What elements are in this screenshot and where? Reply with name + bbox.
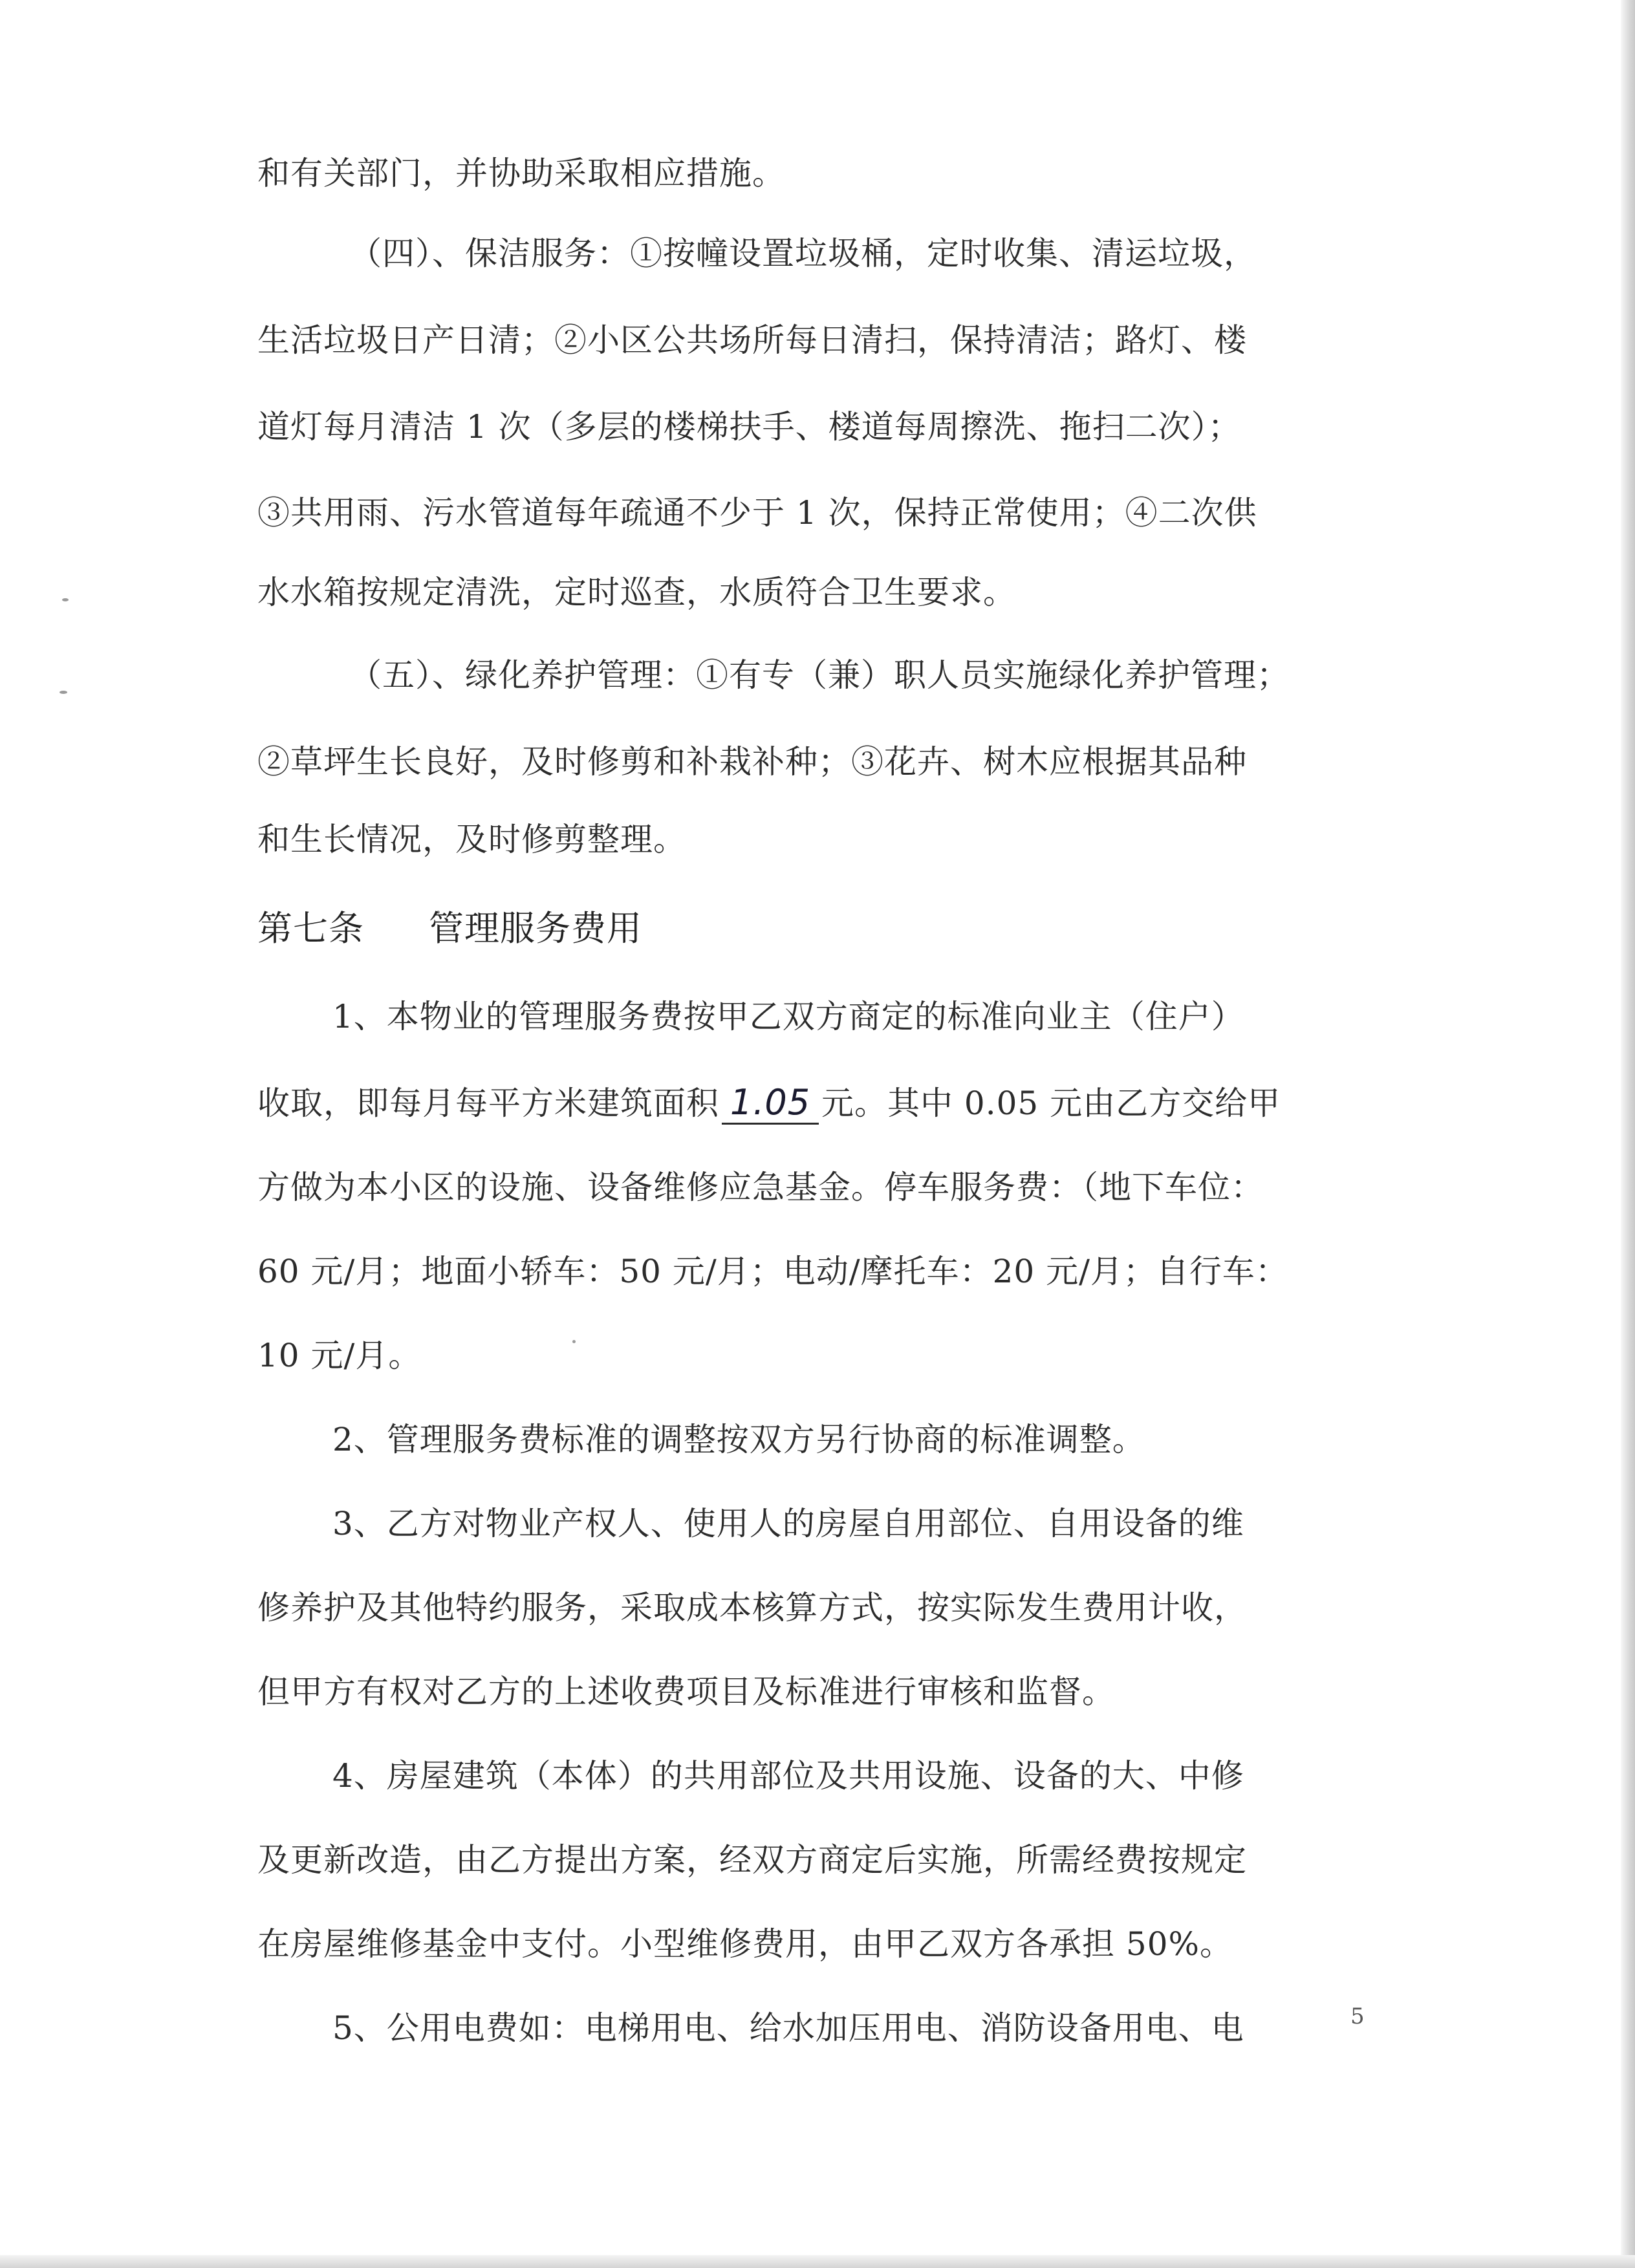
body-line-16: 修养护及其他特约服务，采取成本核算方式，按实际发生费用计收， — [257, 1589, 1247, 1626]
body-line-20: 在房屋维修基金中支付。小型维修费用，由甲乙双方各承担 50%。 — [257, 1925, 1233, 1963]
body-line-15: 3、乙方对物业产权人、使用人的房屋自用部位、自用设备的维 — [332, 1505, 1244, 1542]
scan-edge-right — [1621, 0, 1635, 2268]
body-line-13: 10 元/月。 — [257, 1337, 422, 1374]
page-number: 5 — [1350, 2003, 1365, 2029]
fee-line-after: 元。其中 0.05 元由乙方交给甲 — [821, 1085, 1281, 1122]
body-line-4: 道灯每月清洁 1 次（多层的楼梯扶手、楼道每周擦洗、拖扫二次）； — [257, 408, 1241, 446]
body-line-7: （五）、绿化养护管理：①有专（兼）职人员实施绿化养护管理； — [349, 656, 1290, 694]
scan-edge-bottom — [0, 2255, 1635, 2268]
article-title: 管理服务费用 — [429, 908, 642, 949]
fee-line — [257, 1077, 1370, 1129]
fee-line-before: 收取，即每月每平方米建筑面积 — [257, 1085, 719, 1122]
scan-speck — [62, 598, 69, 601]
body-line-11: 方做为本小区的设施、设备维修应急基金。停车服务费：（地下车位： — [257, 1169, 1264, 1206]
body-line-17: 但甲方有权对乙方的上述收费项目及标准进行审核和监督。 — [257, 1673, 1115, 1711]
body-line-2: （四）、保洁服务：①按幢设置垃圾桶，定时收集、清运垃圾， — [349, 235, 1257, 272]
body-line-3: 生活垃圾日产日清；②小区公共场所每日清扫，保持清洁；路灯、楼 — [257, 321, 1247, 359]
body-line-1: 和有关部门，并协助采取相应措施。 — [257, 155, 785, 192]
article-number: 第七条 — [257, 908, 364, 949]
body-line-18: 4、房屋建筑（本体）的共用部位及共用设施、设备的大、中修 — [332, 1757, 1244, 1795]
body-line-9: 和生长情况，及时修剪整理。 — [257, 821, 686, 858]
body-line-14: 2、管理服务费标准的调整按双方另行协商的标准调整。 — [332, 1421, 1145, 1458]
handwritten-fee-value: 1.05 — [722, 1083, 819, 1125]
body-line-6: 水水箱按规定清洗，定时巡查，水质符合卫生要求。 — [257, 574, 1016, 611]
scan-speck — [60, 691, 67, 694]
body-line-10: 1、本物业的管理服务费按甲乙双方商定的标准向业主（住户） — [332, 998, 1244, 1035]
body-line-12: 60 元/月；地面小轿车：50 元/月；电动/摩托车：20 元/月；自行车： — [257, 1253, 1288, 1290]
body-line-5: ③共用雨、污水管道每年疏通不少于 1 次，保持正常使用；④二次供 — [257, 494, 1257, 532]
body-line-21: 5、公用电费如：电梯用电、给水加压用电、消防设备用电、电 — [332, 2009, 1244, 2047]
body-line-19: 及更新改造，由乙方提出方案，经双方商定后实施，所需经费按规定 — [257, 1841, 1247, 1879]
body-line-8: ②草坪生长良好，及时修剪和补栽补种；③花卉、树木应根据其品种 — [257, 743, 1247, 781]
article-heading — [257, 903, 1370, 955]
